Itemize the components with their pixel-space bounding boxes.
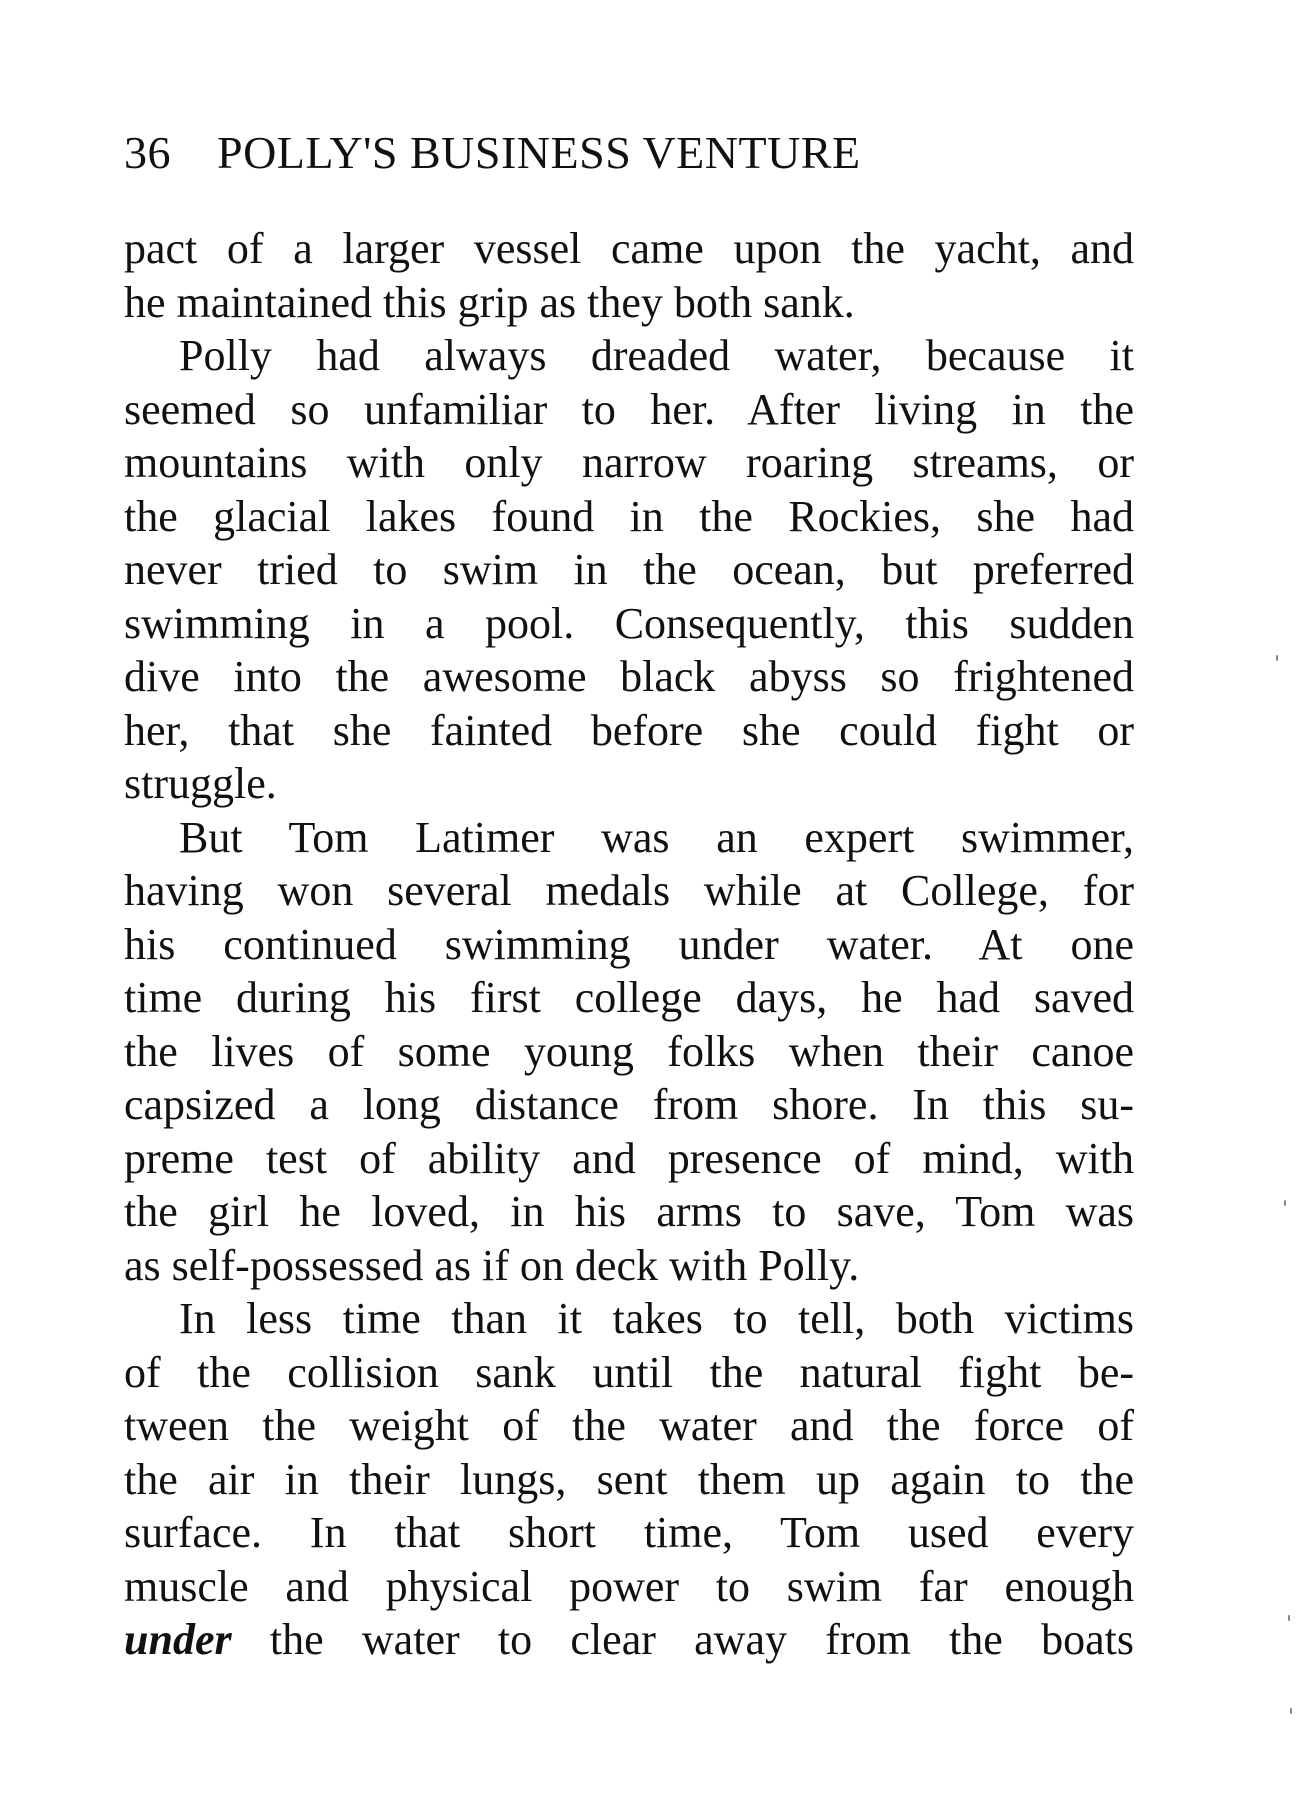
paragraph-line: dive into the awesome black abyss so frightened [124, 652, 1134, 701]
paragraph-line: time during his first college days, he had saved [124, 973, 1134, 1022]
paragraph-line: his continued swimming under water. At one [124, 919, 1134, 969]
emphasized-word: under [124, 1615, 232, 1664]
paragraph-line: preme test of ability and presence of mind, with [124, 1133, 1134, 1183]
running-header [124, 118, 1134, 188]
scan-speck [1284, 1200, 1286, 1206]
paragraph-line: never tried to swim in the ocean, but preferred [124, 545, 1134, 594]
paragraph-line: he maintained this grip as they both sank. [124, 277, 855, 327]
paragraph-line: her, that she fainted before she could fight or [124, 705, 1134, 755]
page-number: 36 [124, 127, 171, 178]
paragraph-line: In less time than it takes to tell, both victims [179, 1294, 1134, 1343]
paragraph-line: But Tom Latimer was an expert swimmer, [179, 812, 1134, 862]
body-text [124, 222, 1134, 1667]
paragraph-line: Polly had always dreaded water, because it [179, 331, 1134, 380]
paragraph-line [124, 1613, 1134, 1667]
paragraph-line: the air in their lungs, sent them up again to the [124, 1454, 1134, 1504]
paragraph-line: mountains with only narrow roaring streams, or [124, 438, 1134, 487]
paragraph-line: seemed so unfamiliar to her. After living in the [124, 384, 1134, 434]
paragraph-line: tween the weight of the water and the force of [124, 1401, 1134, 1450]
paragraph-line: surface. In that short time, Tom used every [124, 1508, 1134, 1557]
scan-speck [1276, 655, 1278, 661]
paragraph-line: capsized a long distance from shore. In this su- [124, 1080, 1134, 1129]
paragraph-line: swimming in a pool. Consequently, this sudden [124, 598, 1134, 648]
paragraph-line: the girl he loved, in his arms to save, Tom was [124, 1187, 1134, 1236]
paragraph-line: of the collision sank until the natural fight be- [124, 1347, 1134, 1397]
paragraph-line: muscle and physical power to swim far enough [124, 1561, 1134, 1611]
paragraph-line: the glacial lakes found in the Rockies, she had [124, 491, 1134, 541]
paragraph-line: pact of a larger vessel came upon the yacht, and [124, 224, 1134, 273]
paragraph-line: struggle. [124, 759, 277, 808]
line-remainder: the water to clear away from the boats [231, 1615, 1134, 1664]
scan-speck [1288, 1615, 1290, 1621]
paragraph-line: having won several medals while at College, for [124, 866, 1134, 915]
scan-speck [1290, 1708, 1292, 1714]
paragraph-line: as self-possessed as if on deck with Polly. [124, 1240, 860, 1290]
running-title: POLLY'S BUSINESS VENTURE [217, 127, 861, 178]
paragraph-line: the lives of some young folks when their canoe [124, 1026, 1134, 1076]
